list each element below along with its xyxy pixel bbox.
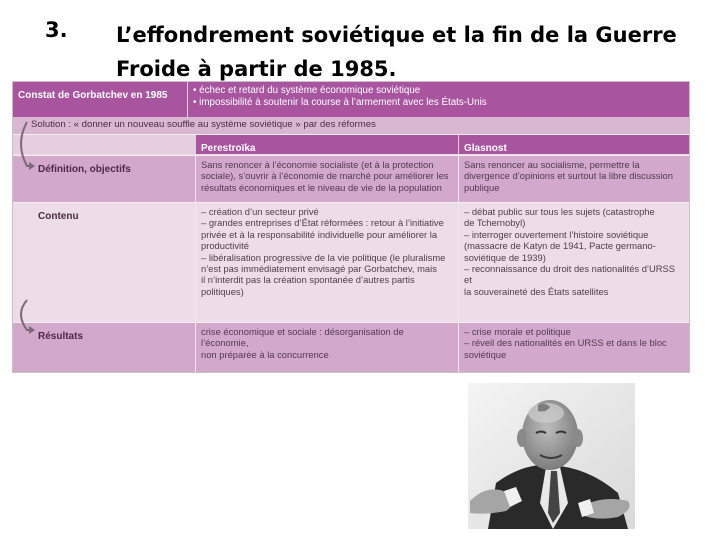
glasnost-cell bbox=[459, 323, 689, 372]
curved-arrow-icon bbox=[21, 300, 32, 330]
cell-line: – réveil des nationalités en URSS et dans le bloc bbox=[464, 337, 667, 349]
reform-table bbox=[13, 82, 689, 372]
arrowhead-icon bbox=[29, 162, 35, 170]
cell-line: divergence d’opinions et surtout la libre discussion bbox=[464, 170, 673, 182]
cell-line: non préparée à la concurrence bbox=[201, 348, 329, 360]
constat-label: Constat de Gorbatchev en 1985 bbox=[18, 90, 168, 101]
table-row bbox=[13, 202, 689, 322]
arrowhead-icon bbox=[29, 326, 35, 334]
constat-point: • échec et retard du système économique soviétique bbox=[193, 85, 421, 96]
cell-line: de Tchernobyl) bbox=[464, 217, 526, 229]
header-perestroika-cell bbox=[196, 135, 458, 154]
cell-line: Sans renoncer à l’économie socialiste (et à la protection bbox=[201, 159, 434, 170]
table-row bbox=[13, 155, 689, 202]
row-label-cell bbox=[33, 203, 196, 322]
row-label: Contenu bbox=[38, 211, 79, 222]
cell-line: – crise morale et politique bbox=[464, 326, 571, 337]
cell-line: – grandes entreprises d’État réformées : retour à l’initiative bbox=[201, 217, 444, 229]
perestroika-cell bbox=[196, 156, 459, 202]
cell-line: – libéralisation progressive de la vie politique (le pluralisme bbox=[201, 251, 446, 263]
perestroika-cell bbox=[196, 203, 459, 322]
cell-line: publique bbox=[464, 181, 500, 193]
row-label: Définition, objectifs bbox=[38, 164, 131, 175]
header-glasnost-cell bbox=[459, 135, 689, 154]
glasnost-cell bbox=[459, 156, 689, 202]
row-label-cell bbox=[33, 323, 196, 372]
solution-text: Solution : « donner un nouveau souffle au système soviétique » par des réformes bbox=[31, 119, 376, 130]
slide-number: 3. bbox=[45, 18, 68, 42]
constat-points-cell bbox=[188, 82, 689, 117]
cell-line: la souveraineté des États satellites bbox=[464, 285, 609, 297]
cell-line: productivité bbox=[201, 240, 249, 252]
table-row bbox=[13, 322, 689, 372]
cell-line: soviétique de 1939) bbox=[464, 251, 546, 263]
column-header-row bbox=[13, 134, 689, 154]
cell-line: n’est pas immédiatement envisagé par Gorbatchev, mais bbox=[201, 263, 437, 275]
cell-line: Sans renoncer au socialisme, permettre la bbox=[464, 159, 640, 170]
cell-line: (massacre de Katyn de 1941, Pacte germano- bbox=[464, 240, 656, 252]
perestroika-cell bbox=[196, 323, 459, 372]
flow-arrows bbox=[13, 82, 43, 372]
header-glasnost: Glasnost bbox=[464, 143, 507, 154]
row-label-cell bbox=[33, 156, 196, 202]
cell-line: privée et à la responsabilité individuelle pour améliorer la bbox=[201, 228, 438, 240]
constat-row bbox=[13, 82, 689, 117]
portrait-photo bbox=[468, 383, 635, 529]
cell-line: – interroger ouvertement l’histoire soviétique bbox=[464, 228, 649, 240]
solution-row bbox=[13, 117, 689, 134]
cell-line: – débat public sur tous les sujets (catastrophe bbox=[464, 206, 655, 217]
cell-line: – reconnaissance du droit des nationalités d’URSS et bbox=[464, 263, 676, 286]
cell-line: – création d’un secteur privé bbox=[201, 206, 319, 217]
cell-line: résultats économiques et le niveau de vie de la population bbox=[201, 181, 442, 193]
row-label: Résultats bbox=[38, 331, 84, 342]
header-perestroika: Perestroïka bbox=[201, 143, 256, 154]
cell-line: politiques) bbox=[201, 285, 244, 297]
cell-line: sociale), s’ouvrir à l’économie de marché pour améliorer les bbox=[201, 170, 449, 182]
cell-line: crise économique et sociale : désorganisation de l’économie, bbox=[201, 326, 404, 349]
curved-arrow-icon bbox=[21, 122, 32, 166]
slide-title: L’effondrement soviétique et la fin de la Guerre Froide à partir de 1985. bbox=[116, 23, 677, 81]
glasnost-cell bbox=[459, 203, 689, 322]
cell-line: il n’interdit pas la création spontanée d’autres partis bbox=[201, 274, 415, 286]
constat-point: • impossibilité à soutenir la course à l’armement avec les États-Unis bbox=[193, 97, 487, 108]
cell-line: soviétique bbox=[464, 348, 507, 360]
portrait-photo-icon bbox=[468, 383, 635, 529]
